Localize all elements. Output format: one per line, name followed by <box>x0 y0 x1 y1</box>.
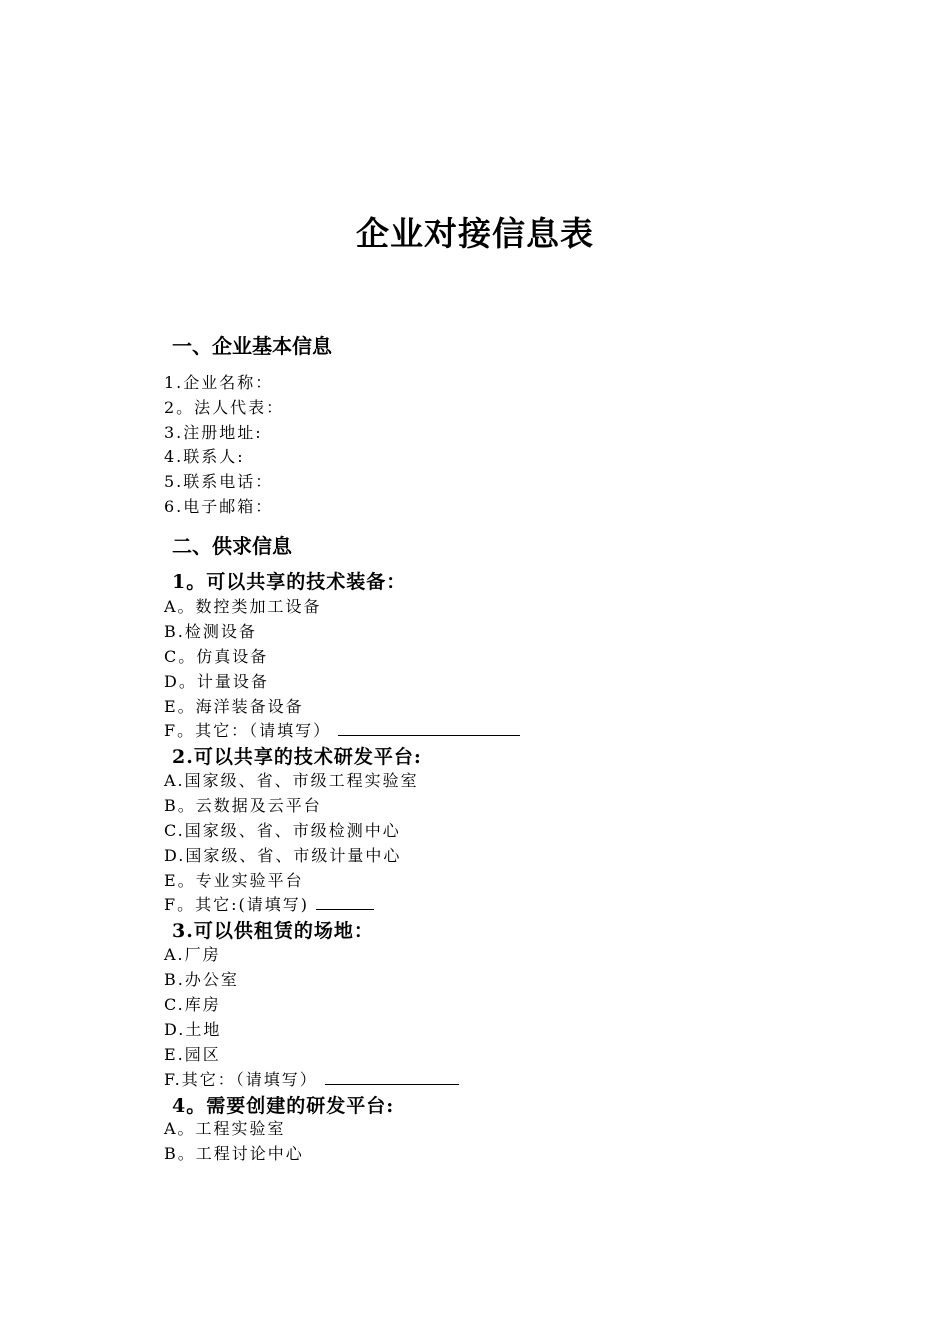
q2-option-d: D.国家级、省、市级计量中心 <box>164 846 402 865</box>
q3-option-f <box>164 1067 459 1090</box>
question-2-heading: 2.可以共享的技术研发平台: <box>172 746 422 768</box>
question-4-heading: 4。需要创建的研发平台: <box>172 1095 395 1117</box>
q1-fill-in-blank[interactable] <box>338 721 520 736</box>
field-contact-phone: 5.联系电话： <box>164 472 274 491</box>
q4-option-b: B。工程讨论中心 <box>164 1144 304 1163</box>
field-registered-address: 3.注册地址: <box>164 423 263 442</box>
q1-option-e: E。海洋装备设备 <box>164 697 304 716</box>
q1-option-f <box>164 718 520 741</box>
q2-option-f <box>164 892 374 915</box>
q1-option-b: B.检测设备 <box>164 622 257 641</box>
section-supply-demand-heading: 二、供求信息 <box>172 534 292 558</box>
q2-option-a: A.国家级、省、市级工程实验室 <box>164 771 419 790</box>
q2-fill-in-blank[interactable] <box>316 895 374 910</box>
question-1-heading: 1。可以共享的技术装备： <box>172 571 407 593</box>
q3-option-e: E.园区 <box>164 1045 221 1064</box>
q3-option-d: D.土地 <box>164 1020 222 1039</box>
q3-fill-in-blank[interactable] <box>325 1070 459 1085</box>
q3-option-a: A.厂房 <box>164 945 221 964</box>
q2-option-f-label: F。其它:(请填写) <box>164 895 309 914</box>
q2-option-c: C.国家级、省、市级检测中心 <box>164 821 401 840</box>
field-contact-person: 4.联系人: <box>164 447 245 466</box>
q4-option-a: A。工程实验室 <box>164 1119 286 1138</box>
q3-option-b: B.办公室 <box>164 970 239 989</box>
field-company-name: 1.企业名称： <box>164 373 274 392</box>
q1-option-a: A。数控类加工设备 <box>164 597 322 616</box>
q1-option-c: C。仿真设备 <box>164 647 269 666</box>
question-3-heading: 3.可以供租赁的场地： <box>172 920 374 942</box>
q2-option-e: E。专业实验平台 <box>164 871 304 890</box>
document-title: 企业对接信息表 <box>356 214 594 253</box>
section-basic-info-heading: 一、企业基本信息 <box>172 334 332 358</box>
q1-option-d: D。计量设备 <box>164 672 269 691</box>
q1-option-f-label: F。其它：（请填写） <box>164 721 332 740</box>
field-email: 6.电子邮箱： <box>164 497 274 516</box>
q3-option-c: C.库房 <box>164 995 221 1014</box>
q3-option-f-label: F.其它：（请填写） <box>164 1070 318 1089</box>
field-legal-representative: 2。法人代表： <box>164 398 285 417</box>
q2-option-b: B。云数据及云平台 <box>164 796 322 815</box>
